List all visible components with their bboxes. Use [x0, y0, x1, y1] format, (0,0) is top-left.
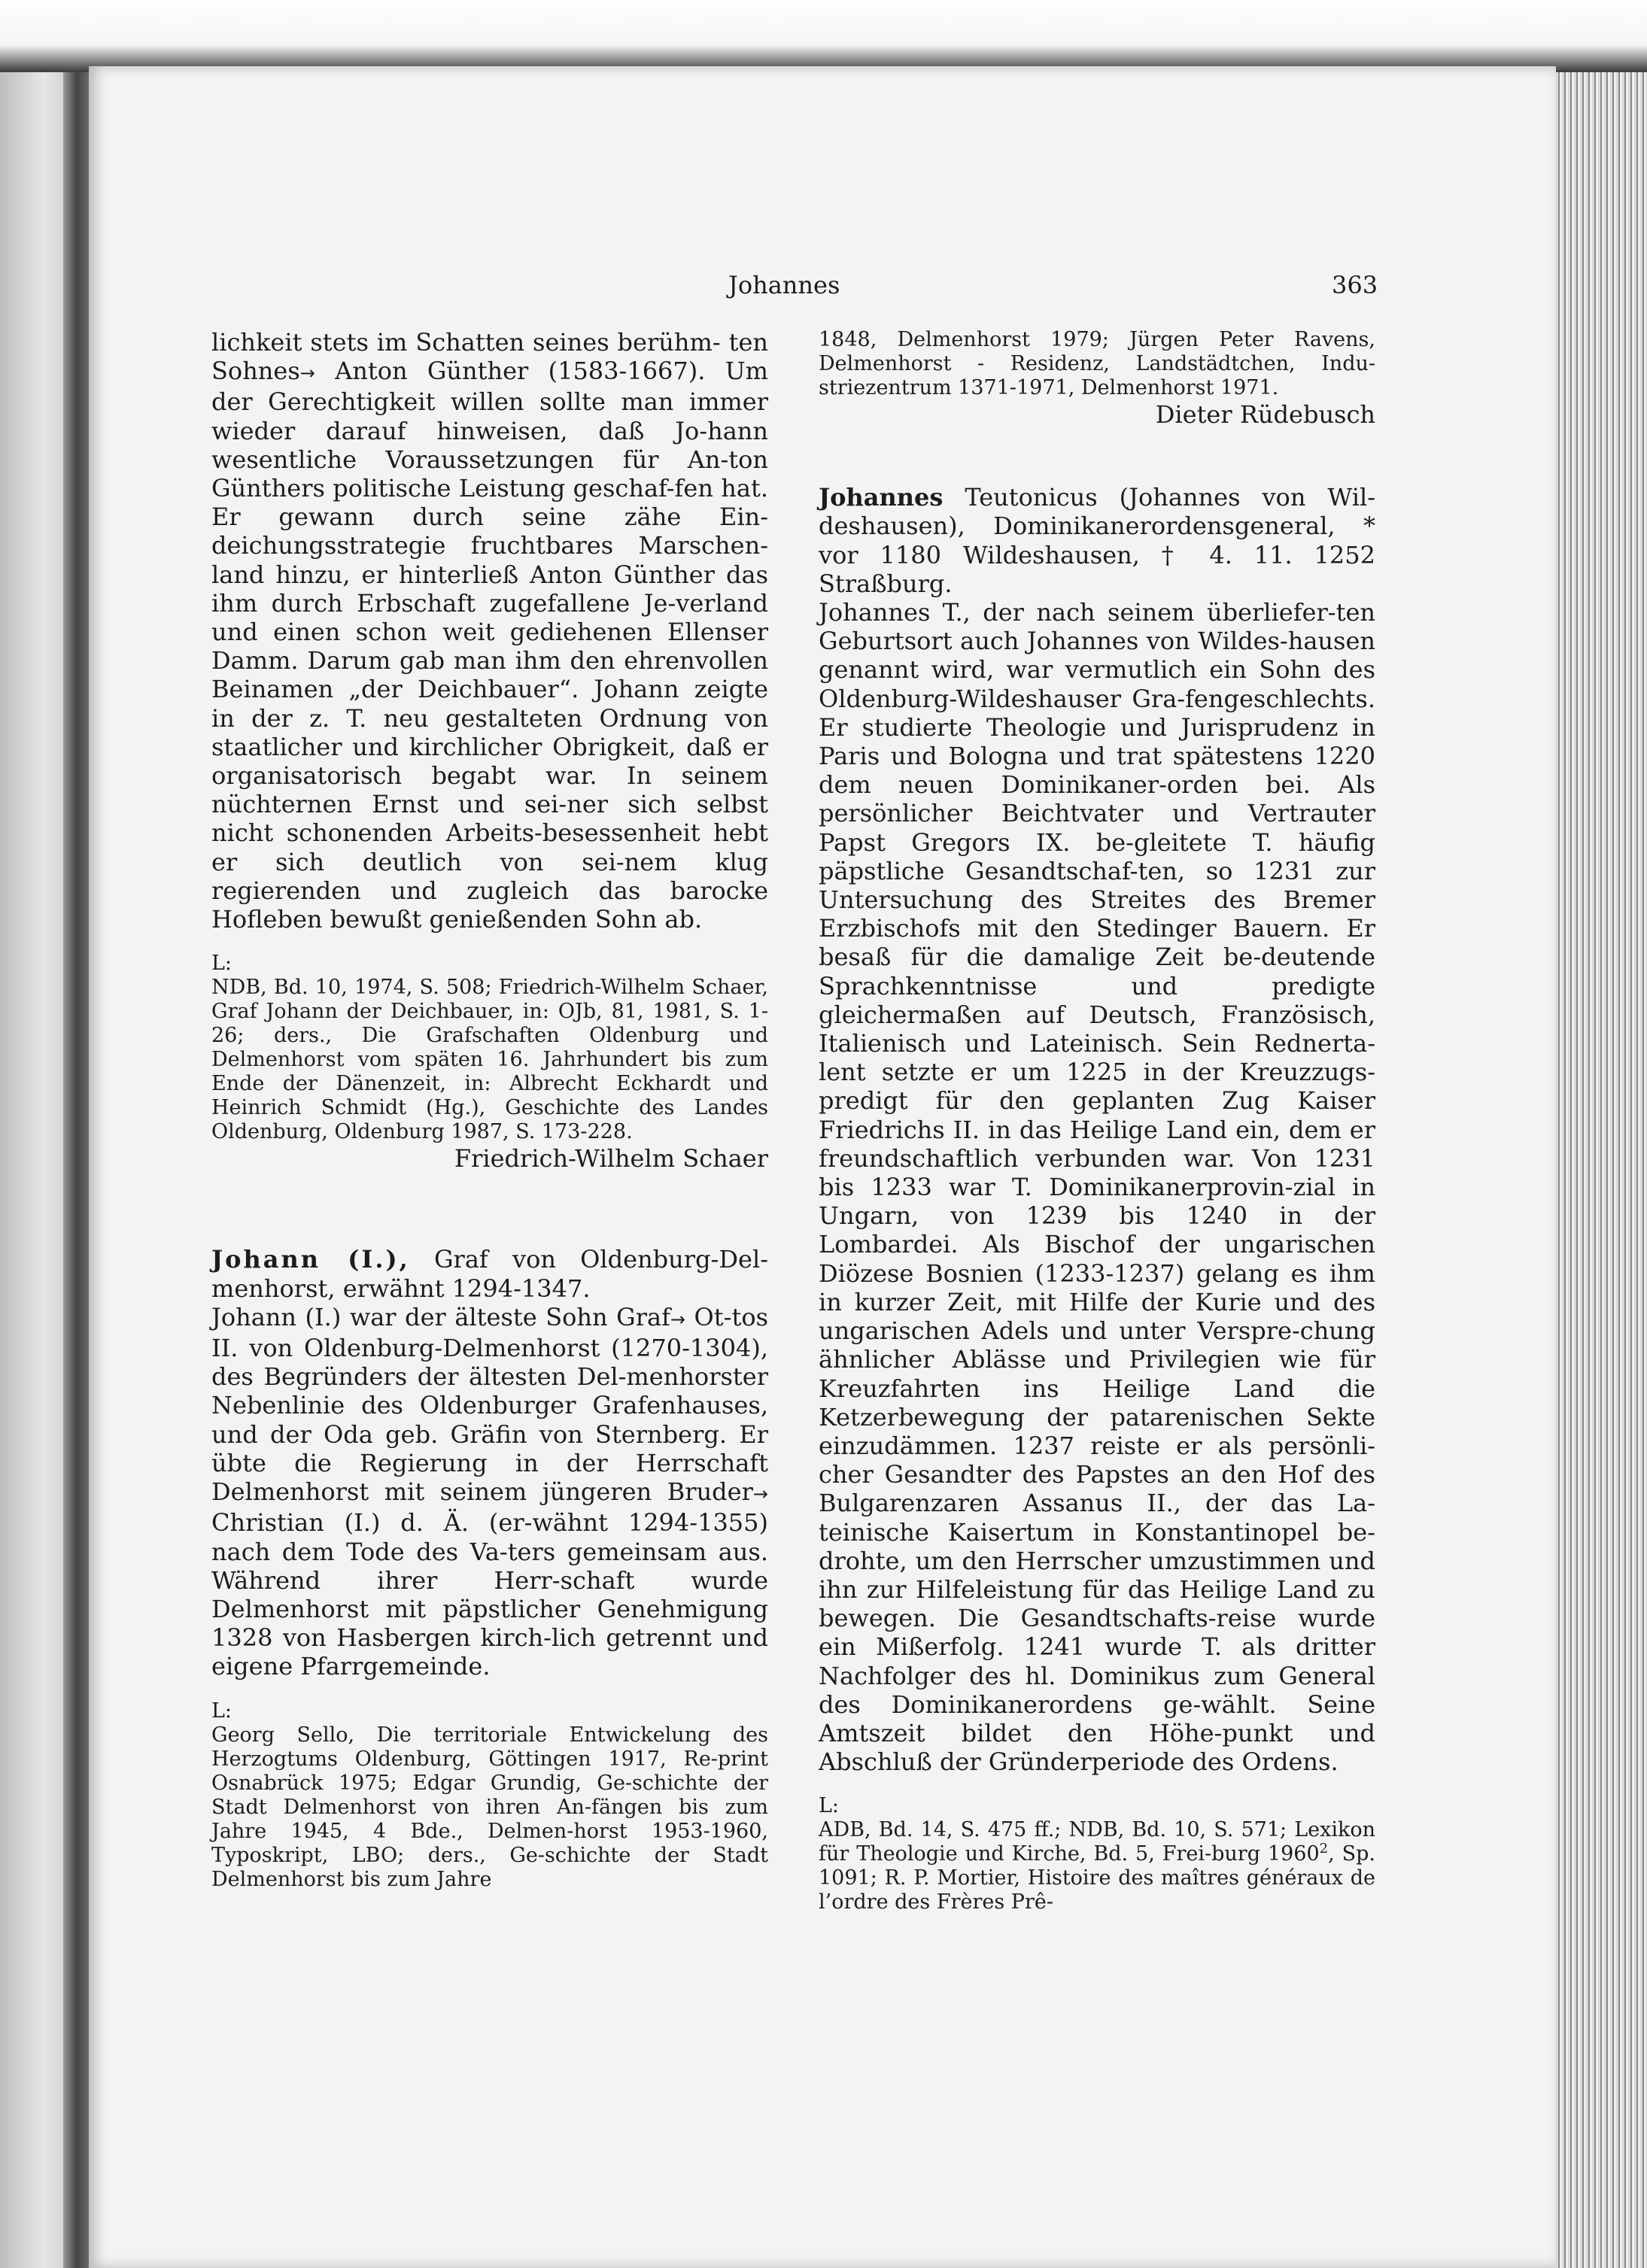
left-column	[211, 328, 768, 1892]
entry-johann-i: Johann (I.), Graf von Oldenburg-Del-menhorst, erwähnt 1294-1347.	[211, 1245, 769, 1303]
entry-author: Dieter Rüdebusch	[1155, 400, 1375, 429]
entry-author: Friedrich-Wilhelm Schaer	[454, 1144, 768, 1173]
cross-reference-arrow-icon: →	[670, 1308, 686, 1330]
cross-reference-arrow-icon: →	[299, 363, 315, 384]
cross-reference-arrow-icon: →	[752, 1483, 768, 1505]
running-title: Johannes	[728, 271, 840, 299]
entry-continuation: lichkeit stets im Schatten seines berühm- ten Sohnes→ Anton Günther (1583-1667). Um der Gerechtigkeit willen sollte man immer wieder darauf hinweisen, daß Jo-hann wesentliche Voraussetzungen für An-ton Günthers politische Leistung geschaf-fen hat. Er gewann durch seine zähe Ein-deichungsstrategie fruchtbares Marschen-land hinzu, er hinterließ Anton Günther das ihm durch Erbschaft zugefallene Je-verland und einen schon weit gediehenen Ellenser Damm. Darum gab man ihm den ehrenvollen Beinamen „der Deichbauer“. Johann zeigte in der z. T. neu gestalteten Ordnung von staatlicher und kirchlicher Obrigkeit, daß er organisatorisch begabt war. In seinem nüchternen Ernst und sei-ner sich selbst nicht schonenden Arbeits-besessenheit hebt er sich deutlich von sei-nem klug regierenden und zugleich das barocke Hofleben bewußt genießenden Sohn ab.	[211, 328, 769, 934]
running-head	[89, 271, 1556, 304]
literature-text: Georg Sello, Die territoriale Entwickelung des Herzogtums Oldenburg, Göttingen 1917, Re-print Osnabrück 1975; Edgar Grundig, Ge-schichte der Stadt Delmenhorst von ihren An-fängen bis zum Jahre 1945, 4 Bde., Delmen-horst 1953-1960, Typoskript, LBO; ders., Ge-schichte der Stadt Delmenhorst bis zum Jahre	[211, 1723, 768, 1891]
entry-headword: Johannes	[819, 483, 944, 512]
entry-body: Johann (I.) war der älteste Sohn Graf→ Ot-tos II. von Oldenburg-Delmenhorst (1270-1304), des Begründers der ältesten Del-menhorster Nebenlinie des Oldenburger Grafenhauses, und der Oda geb. Gräfin von Sternberg. Er übte die Regierung in der Herrschaft Delmenhorst mit seinem jüngeren Bruder→ Christian (I.) d. Ä. (er-wähnt 1294-1355) nach dem Tode des Va-ters gemeinsam aus. Während ihrer Herr-schaft wurde Delmenhorst mit päpstlicher Genehmigung 1328 von Hasbergen kirch-lich getrennt und eigene Pfarrgemeinde.	[211, 1302, 769, 1681]
page-number: 363	[1332, 271, 1378, 299]
literature-text: ADB, Bd. 14, S. 475 ff.; NDB, Bd. 10, S. 571; Lexikon für Theologie und Kirche, Bd. 5, Frei-burg 1960$^2$, Sp. 1091; R. P. Mortier, Histoire des maîtres généraux de l’ordre des Frères Prê-	[819, 1818, 1375, 1914]
page-stack-edges	[1556, 72, 1647, 2268]
entry-headword: Johann (I.),	[211, 1245, 410, 1274]
literature-continuation: 1848, Delmenhorst 1979; Jürgen Peter Ravens, Delmenhorst - Residenz, Landstädtchen, Indu-striezentrum 1371-1971, Delmenhorst 1971.	[819, 328, 1375, 399]
right-column	[819, 328, 1375, 1914]
entry-body: Johannes T., der nach seinem überliefer-ten Geburtsort auch Johannes von Wildes-hausen genannt wird, war vermutlich ein Sohn des Oldenburg-Wildeshauser Gra-fengeschlechts. Er studierte Theologie und Jurisprudenz in Paris und Bologna und trat spätestens 1220 dem neuen Dominikaner-orden bei. Als persönlicher Beichtvater und Vertrauter Papst Gregors IX. be-gleitete T. häufig päpstliche Gesandtschaf-ten, so 1231 zur Untersuchung des Streites des Bremer Erzbischofs mit den Stedinger Bauern. Er besaß für die damalige Zeit be-deutende Sprachkenntnisse und predigte gleichermaßen auf Deutsch, Französisch, Italienisch und Lateinisch. Sein Rednerta-lent setzte er um 1225 in der Kreuzzugs-predigt für den geplanten Zug Kaiser Friedrichs II. in das Heilige Land ein, dem er freundschaftlich verbunden war. Von 1231 bis 1233 war T. Dominikanerprovin-zial in Ungarn, von 1239 bis 1240 in der Lombardei. Als Bischof der ungarischen Diözese Bosnien (1233-1237) gelang es ihm in kurzer Zeit, mit Hilfe der Kurie und des ungarischen Adels und unter Verspre-chung ähnlicher Ablässe und Privilegien wie für Kreuzfahrten ins Heilige Land die Ketzerbewegung der patarenischen Sekte einzudämmen. 1237 reiste er als persönli-cher Gesandter des Papstes an den Hof des Bulgarenzaren Assanus II., der das La-teinische Kaisertum in Konstantinopel be-drohte, um den Herrscher umzustimmen und ihn zur Hilfeleistung für das Heilige Land zu bewegen. Die Gesandtschafts-reise wurde ein Mißerfolg. 1241 wurde T. als dritter Nachfolger des hl. Dominikus zum General des Dominikanerordens ge-wählt. Seine Amtszeit bildet den Höhe-punkt und Abschluß der Gründerperiode des Ordens.	[819, 598, 1375, 1777]
book-page	[89, 66, 1556, 2268]
scanner-background	[0, 0, 1647, 72]
literature-label: L:	[211, 1699, 232, 1723]
entry-johannes-teutonicus: Johannes Teutonicus (Johannes von Wil-deshausen), Dominikanerordensgeneral, * vor 1180 Wildeshausen, † 4. 11. 1252 Straßburg.	[819, 483, 1375, 598]
literature-label: L:	[819, 1794, 840, 1818]
literature-label: L:	[211, 952, 232, 976]
literature-text: NDB, Bd. 10, 1974, S. 508; Friedrich-Wilhelm Schaer, Graf Johann der Deichbauer, in: OJb, 81, 1981, S. 1-26; ders., Die Grafschaften Oldenburg und Delmenhorst vom späten 16. Jahrhundert bis zum Ende der Dänenzeit, in: Albrecht Eckhardt und Heinrich Schmidt (Hg.), Geschichte des Landes Oldenburg, Oldenburg 1987, S. 173-228.	[211, 976, 768, 1144]
left-page-edge	[0, 72, 72, 2268]
